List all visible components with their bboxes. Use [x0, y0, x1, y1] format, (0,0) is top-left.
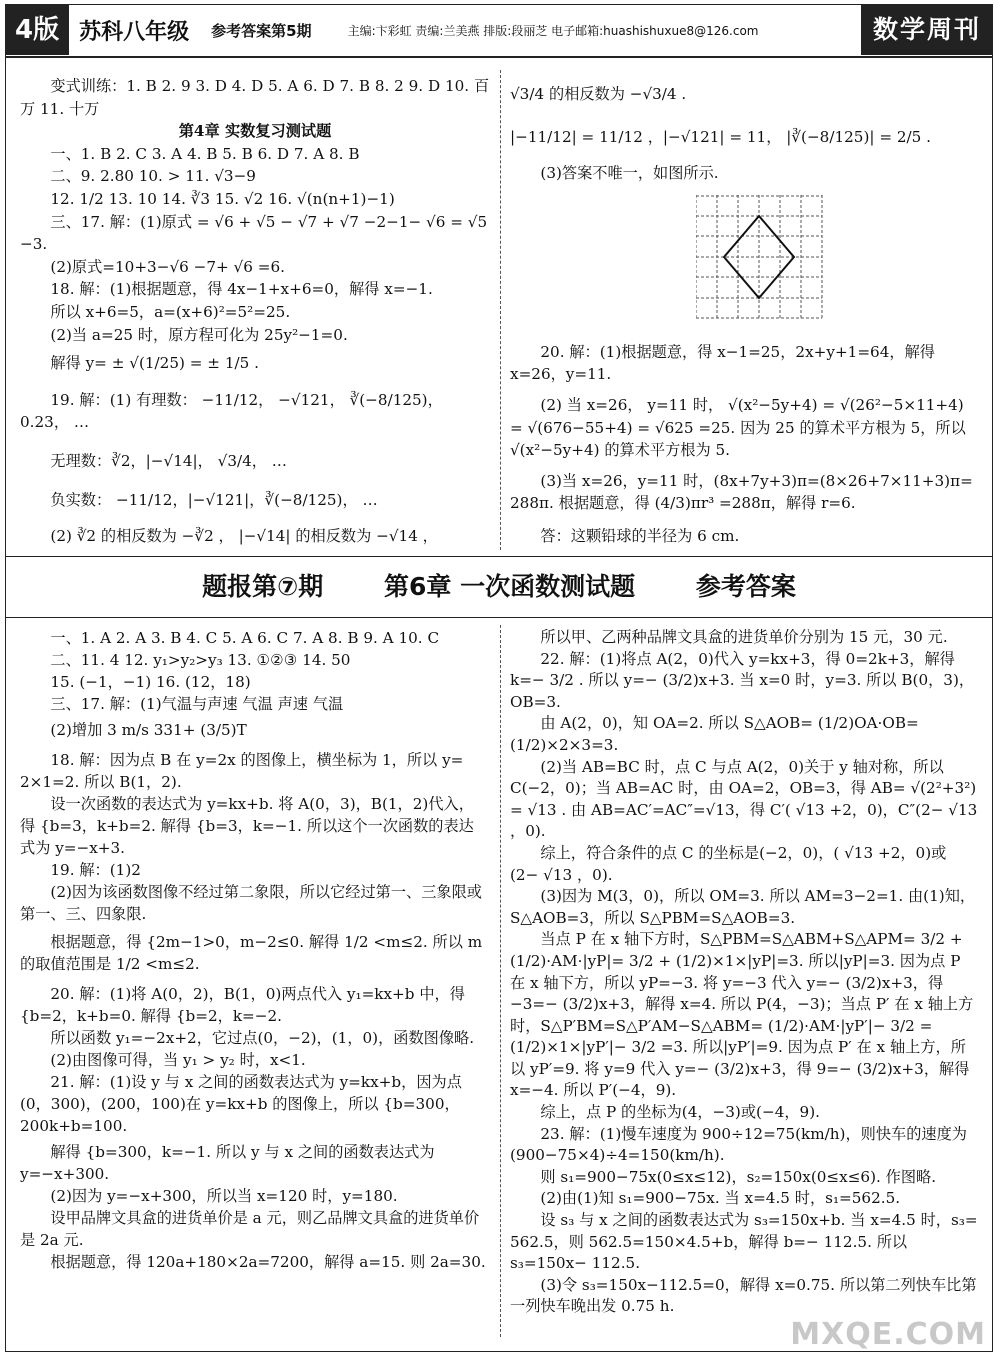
column-divider [500, 625, 501, 1337]
text-line: (2) ∛2 的相反数为 −∛2 ， |−√14| 的相反数为 −√14 ， [50, 527, 438, 546]
text-line: 所以甲、乙两种品牌文具盒的进货单价分别为 15 元，30 元. [540, 628, 948, 646]
text-line: 18. 解：(1)根据题意，得 4x−1+x+6=0，解得 x=−1. [50, 280, 433, 299]
text-line: 19. 解：(1)2 [50, 861, 141, 879]
text-line: 无理数：∛2，|−√14|， √3/4， … [50, 451, 287, 470]
bottom-left-column [20, 627, 488, 1273]
grade-label: 苏科八年级 [79, 19, 190, 45]
text-line: 一、1. A 2. A 3. B 4. C 5. A 6. C 7. A 8. B 9. A 10. C [50, 629, 440, 647]
text-line: 解得 y= ± √(1/25) = ± 1/5 . [50, 354, 259, 373]
text-line: 综上，符合条件的点 C 的坐标是(−2，0)，( √13 +2，0)或 (2− √13 ，0). [510, 843, 947, 884]
text-line: 由 A(2，0)，知 OA=2. 所以 S△AOB= (1/2)OA·OB= (1/2)×2×3=3. [510, 714, 919, 754]
text-line: 根据题意，得 120a+180×2a=7200，解得 a=15. 则 2a=30. [50, 1253, 486, 1271]
text-line: 所以函数 y₁=−2x+2，它过点(0，−2)，(1，0)，函数图像略. [50, 1029, 475, 1047]
text-line: (3)因为 M(3，0)，所以 OM=3. 所以 AM=3−2=1. 由(1)知，S△AOB=3，所以 S△PBM=S△AOB=3. [510, 887, 976, 927]
text-line: 一、1. B 2. C 3. A 4. B 5. B 6. D 7. A 8. B [50, 144, 360, 163]
text-line: (2)由(1)知 s₁=900−75x. 当 x=4.5 时，s₁=562.5. [540, 1189, 901, 1208]
section-banner [5, 556, 993, 618]
text-line: 设一次函数的表达式为 y=kx+b. 将 A(0，3)，B(1，2)代入，得 {b=3，k+b=2. 解得 {b=3，k=−1. 所以这个一次函数的表达式为 y=−x+3. [20, 795, 474, 857]
banner-chapter: 第6章 一次函数测试题 [384, 572, 636, 601]
text-line: (3)答案不唯一，如图所示. [540, 164, 719, 183]
text-line: 负实数： −11/12，|−√121|，∛(−8/125)， … [50, 490, 378, 509]
text-line: 18. 解：因为点 B 在 y=2x 的图像上，横坐标为 1，所以 y= 2×1=2. 所以 B(1，2). [20, 751, 464, 791]
banner-issue: 题报第⑦期 [202, 572, 324, 601]
text-line: 则 s₁=900−75x(0≤x≤12)，s₂=150x(0≤x≤6). 作图略. [540, 1167, 937, 1186]
text-line: |−11/12| = 11/12 ，|−√121| = 11， |∛(−8/125)| = 2/5 . [510, 127, 931, 146]
text-line: 二、11. 4 12. y₁>y₂>y₃ 13. ①②③ 14. 50 [50, 651, 351, 669]
top-left-column [20, 75, 490, 548]
column-divider [500, 70, 501, 550]
bottom-right-column [510, 627, 978, 1318]
text-line: 12. 1/2 13. 10 14. ∛3 15. √2 16. √(n(n+1)−1) [50, 189, 395, 208]
text-line: (3)当 x=26，y=11 时，(8x+7y+3)π=(8×26+7×11+3)π= 288π. 根据题意，得 (4/3)πr³ =288π，解得 r=6. [510, 471, 973, 513]
text-line: (3)令 s₃=150x−112.5=0，解得 x=0.75. 所以第二列快车比第一列快车晚出发 0.75 h. [510, 1275, 977, 1316]
text-line: 19. 解：(1) 有理数： −11/12， −√121， ∛(−8/125)， 0.23， … [20, 390, 443, 432]
text-line: (2)当 a=25 时，原方程可化为 25y²−1=0. [50, 325, 348, 344]
text-line: 21. 解：(1)设 y 与 x 之间的函数表达式为 y=kx+b，因为点(0，300)，(200，100)在 y=kx+b 的图像上，所以 {b=300，200k+b=100. [20, 1073, 462, 1135]
text-line: (2)当 AB=BC 时，点 C 与点 A(2，0)关于 y 轴对称，所以 C(−2，0)；当 AB=AC 时，由 OA=2，OB=3，得 AB= √(2²+3²) = √13 . 由 AB=AC′=AC″=√13，得 C′( √13 +2，0)，C″(2− √13 ，0). [510, 757, 978, 841]
text-line: 15. (−1，−1) 16. (12，18) [50, 673, 251, 691]
text-line: 设甲品牌文具盒的进货单价是 a 元，则乙品牌文具盒的进货单价是 2a 元. [20, 1209, 480, 1249]
text-line: (2)增加 3 m/s 331+ (3/5)T [50, 721, 247, 739]
text-line: 三、17. 解：(1)气温与声速 气温 声速 气温 [50, 695, 344, 713]
staff-credits: 主编:卞彩虹 责编:兰美燕 排版:段丽芝 电子邮箱:huashishuxue8@126.com [347, 23, 759, 38]
page-header [5, 4, 993, 58]
watermark: MXQE.COM [790, 1317, 986, 1352]
text-line: 所以 x+6=5，a=(x+6)²=5²=25. [50, 302, 291, 321]
text-line: 变式训练：1. B 2. 9 3. D 4. D 5. A 6. D 7. B 8. 2 9. D 10. 百万 11. 十万 [20, 77, 490, 118]
text-line: (2)因为 y=−x+300，所以当 x=120 时，y=180. [50, 1187, 398, 1205]
brand-logo: 数学周刊 [861, 5, 993, 55]
edition-badge: 4版 [5, 5, 69, 55]
text-line: (2) 当 x=26， y=11 时， √(x²−5y+4) = √(26²−5×11+4) = √(676−55+4) = √625 =25. 因为 25 的算术平方根为 5，所以 √(x²−5y+4) 的算术平方根为 5. [510, 395, 966, 460]
text-line: 设 s₃ 与 x 之间的函数表达式为 s₃=150x+b. 当 x=4.5 时，s₃= 562.5，则 562.5=150×4.5+b，解得 b=− 112.5. 所以 s₃=150x− 112.5. [510, 1211, 978, 1273]
text-line: 二、9. 2.80 10. > 11. √3−9 [50, 167, 256, 186]
section-heading: 第4章 实数复习测试题 [178, 122, 332, 141]
text-line: 当点 P 在 x 轴下方时，S△PBM=S△ABM+S△APM= 3/2 + (1/2)·AM·|yP|= 3/2 + (1/2)×1×|yP|=3. 所以|yP|=3. 因为点 P 在 x 轴下方，所以 yP=−3. 将 y=−3 代入 y=− (3/2)x+3，得−3=− (3/2)x+3，解得 x=4. 所以 P(4，−3)；当点 P′ 在 x 轴上方时，S△P′BM=S△P′AM−S△ABM= (1/2)·AM·|yP′|− 3/2 = (1/2)×1×|yP′|− 3/2 =3. 所以|yP′|=9. 因为点 P′ 在 x 轴上方，所以 yP′=9. 将 y=9 代入 y=− (3/2)x+3，得 9=− (3/2)x+3，解得 x=−4. 所以 P′(−4，9). [510, 930, 974, 1100]
issue-label: 参考答案第5期 [211, 21, 312, 40]
text-line: 20. 解：(1)根据题意，得 x−1=25，2x+y+1=64，解得 x=26，y=11. [510, 342, 935, 384]
text-line: 综上，点 P 的坐标为(4，−3)或(−4，9). [540, 1103, 820, 1122]
text-line: (2)因为该函数图像不经过第二象限，所以它经过第一、三象限或第一、三、四象限. [20, 883, 482, 923]
text-line: (2)原式=10+3−√6 −7+ √6 =6. [50, 257, 285, 276]
text-line: 22. 解：(1)将点 A(2，0)代入 y=kx+3，得 0=2k+3，解得 k=− 3/2 . 所以 y=− (3/2)x+3. 当 x=0 时，y=3. 所以 B(0，3)，OB=3. [510, 649, 975, 711]
text-line: 根据题意，得 {2m−1>0，m−2≤0. 解得 1/2 <m≤2. 所以 m 的取值范围是 1/2 <m≤2. [20, 933, 483, 973]
grid-figure [696, 195, 824, 319]
text-line: √3/4 的相反数为 −√3/4 . [510, 85, 687, 103]
text-line: 三、17. 解：(1)原式 = √6 + √5 − √7 + √7 −2−1− √6 = √5 −3. [20, 212, 488, 254]
text-line: 23. 解：(1)慢车速度为 900÷12=75(km/h)，则快车的速度为(900−75×4)÷4=150(km/h). [510, 1124, 967, 1165]
text-line: (2)由图像可得，当 y₁ > y₂ 时，x<1. [50, 1051, 306, 1069]
text-line: 答：这颗铅球的半径为 6 cm. [540, 526, 740, 545]
text-line: 20. 解：(1)将 A(0，2)，B(1，0)两点代入 y₁=kx+b 中，得 {b=2，k+b=0. 解得 {b=2，k=−2. [20, 985, 465, 1025]
banner-answers: 参考答案 [695, 572, 796, 601]
text-line: 解得 {b=300，k=−1. 所以 y 与 x 之间的函数表达式为 y=−x+300. [20, 1143, 435, 1183]
